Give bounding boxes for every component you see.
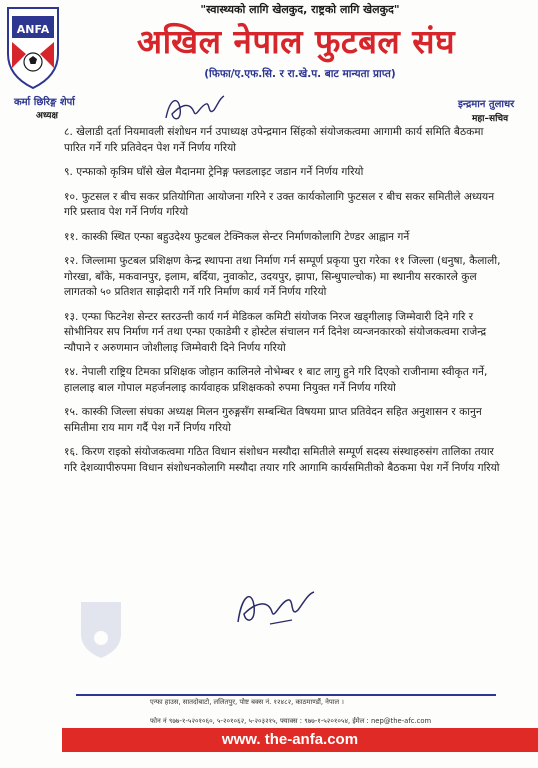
anfa-logo	[4, 2, 62, 92]
website-link[interactable]: www. the-anfa.com	[221, 731, 359, 748]
secretary-name: इन्द्रमान तुलाधर	[458, 99, 515, 110]
footer-address: एन्फा हाउस, सातदोबाटो, ललितपुर, पोष्ट बक्स नं. १२४८२, काठमाण्डौं, नेपाल ।	[150, 698, 344, 706]
secretary-title: महा–सचिव	[472, 114, 509, 124]
resolution-item: १६. किरण राइको संयोजकत्वमा गठित विधान संशोधन मस्यौदा समितीले सम्पूर्ण सदस्य संस्थाहरुसंग तालिका तयार गरि देशव्यापीरुपमा विधान संशोधनकोलागि मस्यौदा तयार गरि आगामि कार्यसमितीको बैठकमा पेश गर्ने निर्णय गरियो	[64, 446, 500, 474]
footer-contact: फोन नं ९७७-१-५२०१०६०, ५-२०१०६२, ५-२०३२१५, फ्याक्स : ९७७-१-५२०१०५४, ईमेल : nep@the-afc.com	[150, 717, 432, 725]
resolution-item: ८. खेलाडी दर्ता नियमावली संशोधन गर्न उपाध्यक्ष उपेन्द्रमान सिंहको संयोजकत्वमा आगामी कार्य समिति बैठकमा पारित गर्ने गरि प्रतिवेदन पेश गर्ने निर्णय गरियो	[64, 126, 484, 154]
resolutions-list	[64, 125, 504, 485]
resolution-item: १५. कास्की जिल्ला संघका अध्यक्ष मिलन गुरुङ्गसँग सम्बन्धित विषयमा प्राप्त प्रतिवेदन सहित अनुशासन र कानुन समितीमा राय माग गर्दै पेश गर्ने निर्णय गरियो	[64, 406, 482, 434]
resolution-item: ९. एन्फाको कृत्रिम घाँसे खेल मैदानमा ट्रेनिङ्ग फ्लडलाइट जडान गर्ने निर्णय गरियो	[64, 166, 364, 178]
footer-rule	[76, 694, 496, 696]
logo-watermark	[78, 598, 124, 660]
president-title: अध्यक्ष	[36, 111, 58, 121]
affiliation-line: (फिफा/ए.एफ.सि. र रा.खे.प. बाट मान्यता प्राप्त)	[204, 68, 396, 80]
resolution-item: १४. नेपाली राष्ट्रिय टिमका प्रशिक्षक जोहान कालिनले नोभेम्बर १ बाट लागु हुने गरि दिएको राजीनामा स्वीकृत गर्ने, हाललाइ बाल गोपाल महर्जनलाइ कार्यवाहक प्रशिक्षकको रुपमा नियुक्त गर्ने निर्णय गरियो	[64, 366, 488, 394]
resolution-item: १०. फुटसल र बीच सकर प्रतियोगिता आयोजना गरिने र उक्त कार्यकोलागि फुटसल र बीच सकर समितीले अध्ययन गरि प्रस्ताव पेश गर्ने निर्णय गरियो	[64, 190, 495, 218]
resolution-item: ११. कास्की स्थित एन्फा बहुउदेश्य फुटबल टेक्निकल सेन्टर निर्माणकोलागि टेण्डर आह्वान गर्ने	[64, 230, 410, 243]
resolution-item: १२. जिल्लामा फुटबल प्रशिक्षण केन्द्र स्थापना तथा निर्माण गर्न सम्पूर्ण प्रकृया पुरा गरेका ११ जिल्ला (धनुषा, कैलाली, गोरखा, बाँके, मकवानपुर, इलाम, बर्दिया, नुवाकोट, उदयपुर, झापा, सिन्धुपाल्चोक) मा स्थानीय सरकारले कुल लागतको ५० प्रतिशत साझेदारी गर्ने गरि निर्माण कार्य गर्ने निर्णय गरियो	[64, 255, 501, 298]
signature-top	[160, 90, 230, 126]
letterhead	[0, 0, 538, 124]
organization-name: अखिल नेपाल फुटबल संघ	[136, 22, 456, 61]
resolution-item: १३. एन्फा फिटनेश सेन्टर स्तरउन्ती कार्य गर्न मेडिकल कमिटी संयोजक निरज खड्गीलाइ जिम्मेवारी दिने गरि र सोभीनियर सप निर्माण गर्न तथा एन्फा एकाडेमी र होस्टेल संचालन गर्न दिनेश व्यन्जनकारको संयोजकत्वमा राजेन्द्र न्यौपाने र अरुणमान जोशीलाइ जिम्मेवारी दिने निर्णय गरियो	[64, 310, 487, 354]
logo-text: ANFA	[16, 23, 50, 36]
slogan: "स्वास्थ्यको लागि खेलकुद, राष्ट्रको लागि खेलकुद"	[200, 3, 400, 16]
president-name: कर्मा छिरिङ्ग शेर्पा	[14, 97, 75, 108]
signature-bottom	[230, 584, 320, 630]
